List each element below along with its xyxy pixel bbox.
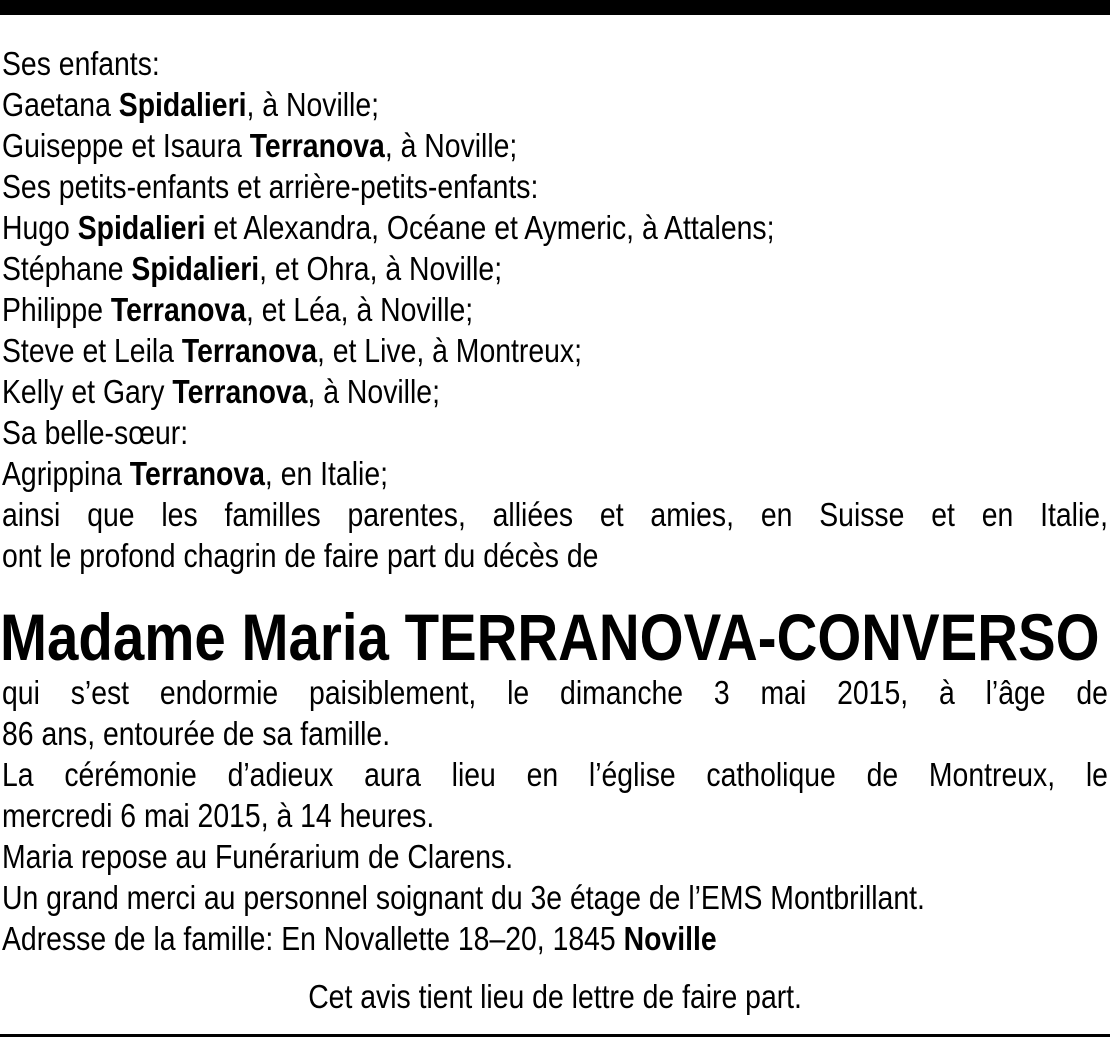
resting-place-line: Maria repose au Funérarium de Clarens.	[2, 838, 514, 875]
family-entry: Stéphane Spidalieri, et Ohra, à Noville;	[2, 250, 503, 287]
family-entry: Guiseppe et Isaura Terranova, à Noville;	[2, 127, 518, 164]
family-entry: Gaetana Spidalieri, à Noville;	[2, 86, 380, 123]
extended-family-line: ainsi que les familles parentes, alliées et amies, en Suisse et en Italie,	[2, 496, 1108, 533]
bottom-rule	[0, 1034, 1110, 1037]
family-entry: Kelly et Gary Terranova, à Noville;	[2, 373, 440, 410]
family-list	[2, 43, 1110, 576]
closing-note: Cet avis tient lieu de lettre de faire part.	[308, 978, 802, 1015]
family-surname: Terranova	[129, 455, 265, 492]
grandchildren-heading: Ses petits-enfants et arrière-petits-enfants:	[2, 168, 539, 205]
sister-in-law-heading: Sa belle-sœur:	[2, 414, 189, 451]
family-surname: Terranova	[181, 332, 317, 369]
family-entry: Hugo Spidalieri et Alexandra, Océane et Aymeric, à Attalens;	[2, 209, 775, 246]
family-surname: Spidalieri	[77, 209, 206, 246]
family-address: Adresse de la famille: En Novallette 18–20, 1845 Noville	[2, 920, 717, 957]
top-rule	[0, 0, 1110, 15]
ceremony-line: La cérémonie d’adieux aura lieu en l’église catholique de Montreux, le	[2, 756, 1108, 793]
family-surname: Spidalieri	[131, 250, 260, 287]
family-entry: Philippe Terranova, et Léa, à Noville;	[2, 291, 474, 328]
children-heading: Ses enfants:	[2, 45, 160, 82]
notice-details	[2, 672, 1110, 959]
family-surname: Terranova	[110, 291, 246, 328]
family-surname: Terranova	[172, 373, 308, 410]
family-surname: Terranova	[249, 127, 385, 164]
family-entry: Steve et Leila Terranova, et Live, à Montreux;	[2, 332, 583, 369]
passing-line: qui s’est endormie paisiblement, le dimanche 3 mai 2015, à l’âge de	[2, 674, 1108, 711]
announcement-line: ont le profond chagrin de faire part du décès de	[2, 537, 599, 574]
ceremony-line: mercredi 6 mai 2015, à 14 heures.	[2, 797, 435, 834]
deceased-name: Madame Maria TERRANOVA-CONVERSO	[0, 600, 1100, 674]
family-surname: Spidalieri	[118, 86, 247, 123]
passing-line: 86 ans, entourée de sa famille.	[2, 715, 391, 752]
address-town: Noville	[623, 920, 717, 957]
thanks-line: Un grand merci au personnel soignant du 3e étage de l’EMS Montbrillant.	[2, 879, 925, 916]
family-entry: Agrippina Terranova, en Italie;	[2, 455, 388, 492]
